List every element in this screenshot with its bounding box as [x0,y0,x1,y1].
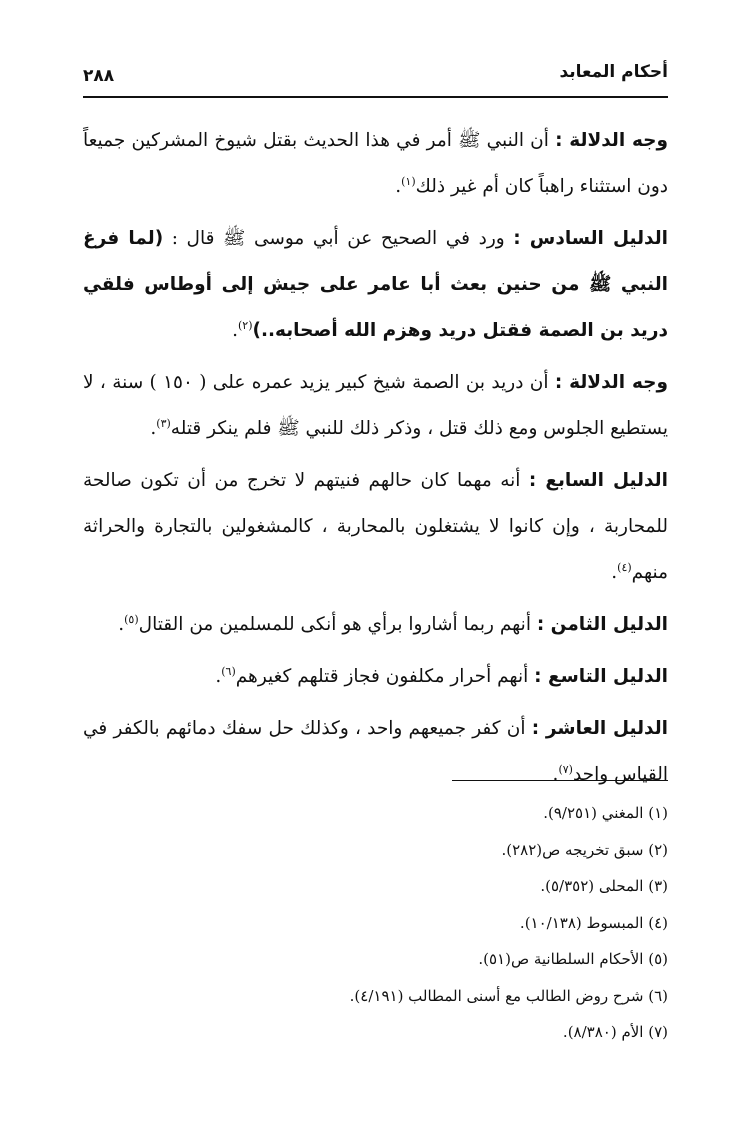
paragraph-label: الدليل الثامن : [536,614,668,635]
book-title: أحكام المعابد [559,62,668,82]
paragraph-text: أنهم ربما أشاروا برأي هو أنكى للمسلمين من القتال [138,614,537,635]
paragraph-text: أن كفر جميعهم واحد ، وكذلك حل سفك دمائهم بالكفر في القياس واحد [83,718,668,785]
paragraph-end: . [150,418,157,439]
paragraph-label: وجه الدلالة : [555,130,669,151]
paragraph [83,602,668,648]
footnote-divider [452,780,668,781]
page-header [83,60,668,98]
paragraph [83,360,668,452]
paragraph-label: الدليل السابع : [528,470,668,491]
footnote-ref: (٤) [617,560,632,574]
paragraph-text: ورد في الصحيح عن أبي موسى ﷺ قال : [163,228,514,249]
paragraph [83,706,668,798]
footnote-ref: (٣) [156,416,171,430]
paragraph-text: أنهم أحرار مكلفون فجاز قتلهم كغيرهم [235,666,535,687]
paragraph-label: وجه الدلالة : [554,372,668,393]
paragraph [83,216,668,354]
footnote: (١) المغني (٩/٢٥١). [543,804,668,822]
paragraph-end: . [552,764,559,785]
paragraph-text: أنه مهما كان حالهم فنيتهم لا تخرج من أن تكون صالحة للمحاربة ، وإن كانوا لا يشتغلون بالمحاربة ، كالمشغولين بالتجارة والحراثة منهم [83,470,668,583]
hadith-quote: (لما فرغ النبي ﷺ من حنين بعث أبا عامر على جيش إلى أوطاس فلقي دريد بن الصمة فقتل دريد وهزم الله أصحابه..) [83,228,668,341]
footnote-ref: (٦) [221,664,236,678]
footnote-ref: (٧) [558,762,573,776]
footnote-ref: (٢) [237,318,253,332]
paragraph-end: . [215,666,222,687]
paragraph-label: الدليل العاشر : [531,718,668,739]
footnote-ref: (٥) [124,612,139,626]
paragraph [83,654,668,700]
footnote: (٤) المبسوط (١٠/١٣٨). [519,913,668,932]
footnote: (٥) الأحكام السلطانية ص(٥١). [478,950,668,968]
paragraph-end: . [611,562,618,583]
paragraph-text: أن دريد بن الصمة شيخ كبير يزيد عمره على ( ١٥٠ ) سنة ، لا يستطيع الجلوس ومع ذلك قتل ، وذكر ذلك للنبي ﷺ فلم ينكر قتله [83,372,668,439]
footnote: (٣) المحلى (٥/٣٥٢). [540,877,668,895]
paragraph-label: الدليل السادس : [513,228,668,249]
footnotes [83,795,668,1051]
footnote: (٧) الأم (٨/٣٨٠). [562,1023,668,1041]
main-text [83,118,668,804]
paragraph-end: . [118,614,125,635]
paragraph [83,118,668,210]
paragraph [83,458,668,596]
paragraph-text: أن النبي ﷺ أمر في هذا الحديث بقتل شيوخ المشركين جميعاً دون استثناء راهباً كان أم غير ذلك [83,130,668,197]
page-number: ٢٨٨ [83,66,115,86]
footnote-ref: (١) [401,174,416,188]
paragraph-label: الدليل التاسع : [534,666,668,687]
paragraph-end: . [232,320,238,341]
footnote: (٢) سبق تخريجه ص(٢٨٢). [501,840,668,859]
footnote: (٦) شرح روض الطالب مع أسنى المطالب (٤/١٩١). [349,986,668,1005]
paragraph-end: . [395,176,402,197]
